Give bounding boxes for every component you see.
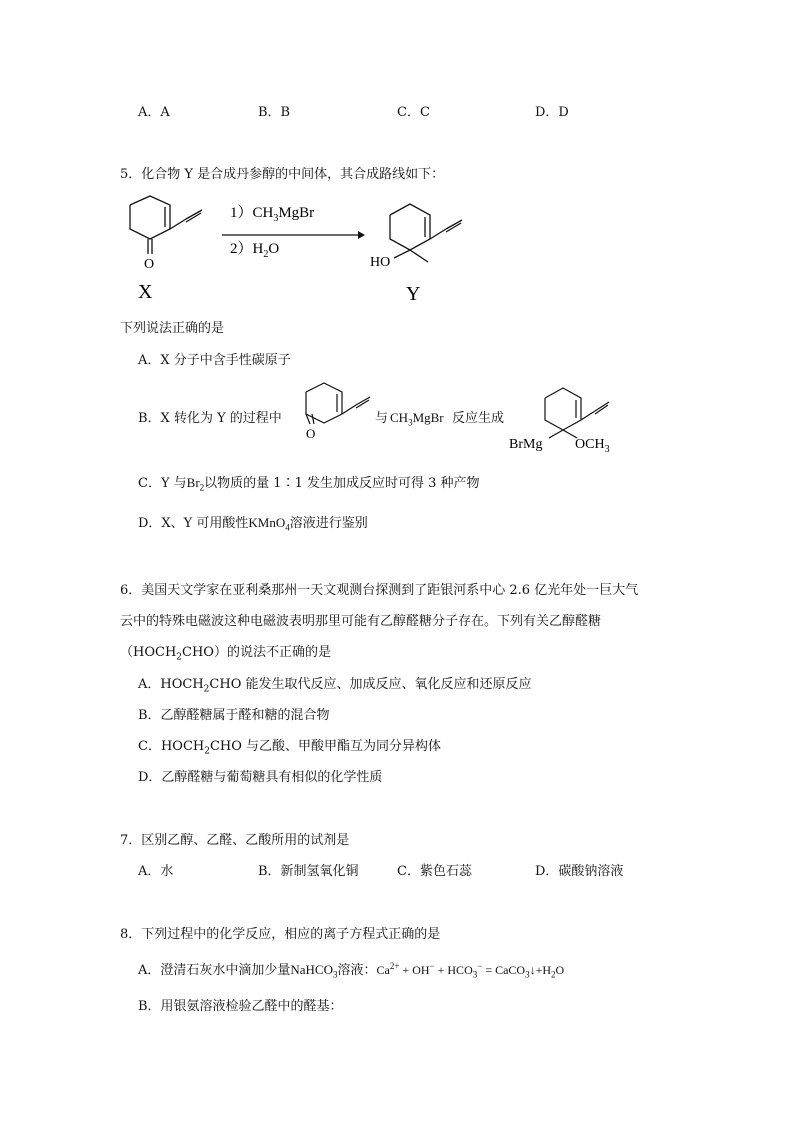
reaction-arrow-head bbox=[358, 231, 365, 239]
q7-option-d: D．碳酸钠溶液 bbox=[535, 864, 624, 879]
q5-option-b-with: 与 bbox=[375, 411, 389, 426]
q4-option-a: A．A bbox=[138, 105, 170, 120]
option-b-brmg: BrMg bbox=[509, 437, 543, 452]
compound-x-label: X bbox=[138, 281, 153, 303]
q8-option-a-equation: $Ca^{2+} + OH^- + HCO_3^-$ = $CaCO_3↓+H_2O$ bbox=[376, 961, 565, 980]
q5-synthesis-scheme bbox=[118, 192, 498, 304]
q8-option-a: A．澄清石灰水中滴加少量NaHCO$_3$溶液：$Ca^{2+} + OH^- + HCO_3^-$ = $CaCO_3↓+H_2O$ bbox=[138, 961, 565, 980]
compound-y-structure bbox=[390, 204, 462, 262]
q6-stem-line-1: 6．美国天文学家在亚利桑那州一天文观测台探测到了距银河系中心 2.6 亿光年处一巨大气 bbox=[120, 583, 639, 598]
compound-x-oxygen: O bbox=[144, 257, 155, 272]
q6-option-d: D．乙醇醛糖与葡萄糖具有相似的化学性质 bbox=[138, 770, 383, 785]
reaction-step-1: $1)CH_3MgBr$ bbox=[230, 205, 315, 224]
q8-option-b: B．用银氨溶液检验乙醛中的醛基： bbox=[138, 999, 343, 1014]
q7-option-a: A．水 bbox=[138, 864, 174, 879]
q5-prompt: 下列说法正确的是 bbox=[120, 321, 225, 336]
q4-option-d: D．D bbox=[535, 105, 569, 120]
q5-option-b-post: 反应生成 bbox=[452, 411, 505, 426]
q6-stem-line-2: 云中的特殊电磁波这种电磁波表明那里可能有乙醇醛糖分子存在。下列有关乙醇醛糖 bbox=[120, 614, 602, 629]
reaction-step-2: $2)H_2O$ bbox=[230, 241, 280, 260]
q8-stem: 8．下列过程中的化学反应，相应的离子方程式正确的是 bbox=[120, 927, 441, 942]
compound-y-hydroxyl: HO bbox=[370, 255, 391, 270]
q4-option-c: C．C bbox=[397, 105, 430, 120]
option-b-och3: $OCH_3$ bbox=[575, 437, 610, 455]
compound-x-structure bbox=[130, 196, 202, 254]
q5-option-b-text: B．X 转化为 Y 的过程中 bbox=[138, 411, 282, 426]
q6-option-c: C．$HOCH_2CHO$ 与乙酸、甲酸甲酯互为同分异构体 bbox=[138, 739, 442, 757]
q4-option-b: B．B bbox=[258, 105, 291, 120]
q7-option-b: B．新制氢氧化铜 bbox=[258, 864, 359, 879]
q5-stem: 5．化合物 Y 是合成丹参醇的中间体，其合成路线如下： bbox=[120, 167, 445, 182]
q5-option-b-reagent: $CH_3MgBr$ bbox=[390, 410, 444, 428]
q6-option-b: B．乙醇醛糖属于醛和糖的混合物 bbox=[138, 708, 330, 723]
q6-option-a: A．$HOCH_2CHO$ 能发生取代反应、加成反应、氧化反应和还原反应 bbox=[138, 677, 532, 695]
option-b-x-oxygen: O bbox=[306, 426, 316, 441]
q5-option-b-x-structure bbox=[292, 380, 374, 462]
compound-y-label: Y bbox=[406, 283, 421, 304]
q6-stem-line-3: $(HOCH_2CHO)$的说法不正确的是 bbox=[120, 645, 331, 663]
q5-option-b-product-structure bbox=[505, 380, 665, 460]
q5-option-d: D．X、Y 可用酸性KMnO$_4$溶液进行鉴别 bbox=[138, 515, 368, 533]
q5-option-a: A．X 分子中含手性碳原子 bbox=[138, 353, 291, 368]
q7-stem: 7．区别乙醇、乙醛、乙酸所用的试剂是 bbox=[120, 833, 350, 848]
q5-option-c: C．Y 与$Br_2$以物质的量 1∶1 发生加成反应时可得 3 种产物 bbox=[138, 475, 480, 493]
q7-option-c: C．紫色石蕊 bbox=[397, 864, 472, 879]
